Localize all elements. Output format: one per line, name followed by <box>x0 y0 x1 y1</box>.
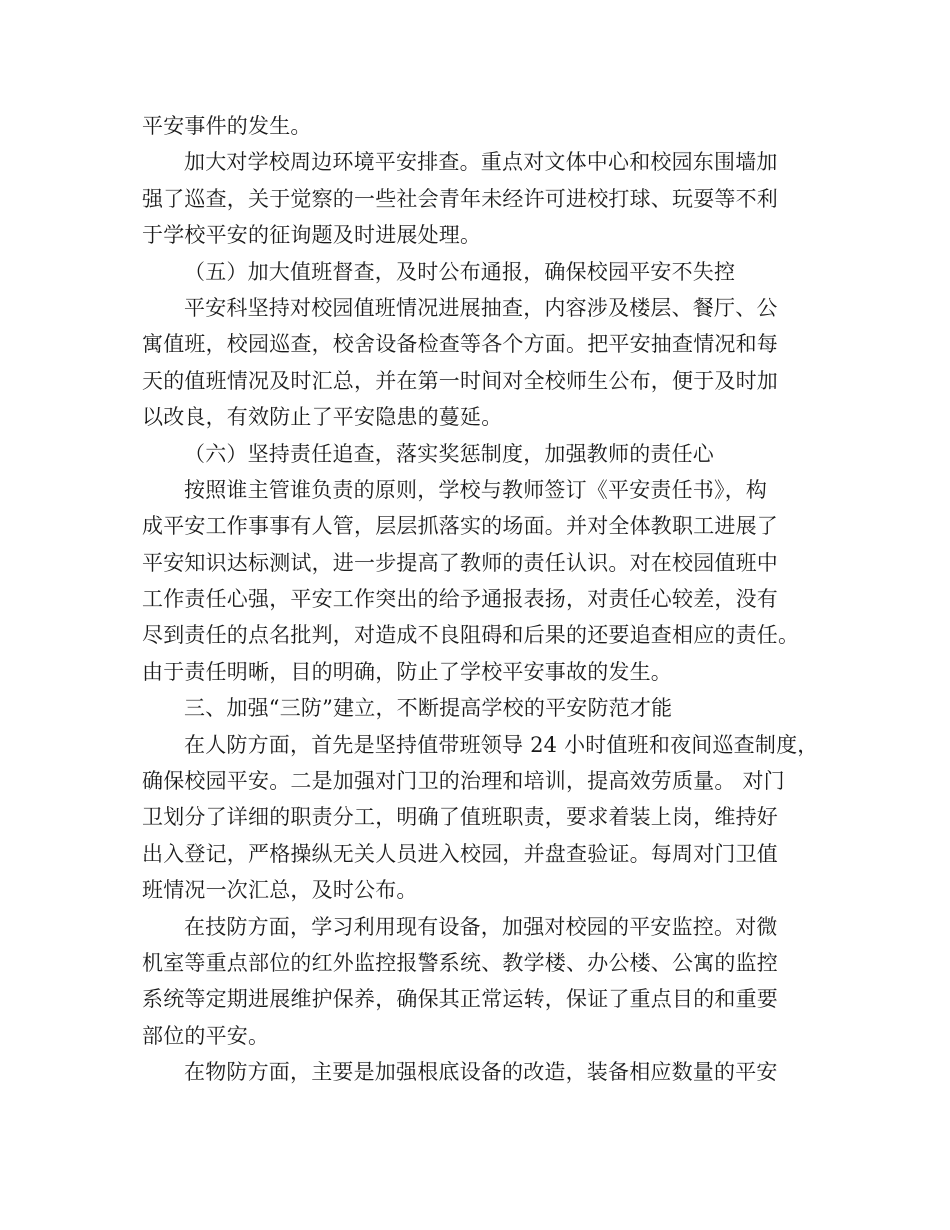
text-line: 系统等定期进展维护保养，确保其正常运转，保证了重点目的和重要 <box>142 987 778 1012</box>
text-line: 平安科坚持对校园值班情况进展抽查，内容涉及楼层、餐厅、公 <box>184 295 778 320</box>
text-line: 机室等重点部位的红外监控报警系统、教学楼、办公楼、公寓的监控 <box>142 950 778 975</box>
text-line: 由于责任明晰，目的明确，防止了学校平安事故的发生。 <box>142 659 672 684</box>
text-line: 卫划分了详细的职责分工，明确了值班职责，要求着装上岗，维持好 <box>142 805 778 830</box>
text-line: 成平安工作事事有人管，层层抓落实的场面。并对全体教职工进展了 <box>142 514 778 539</box>
text-line: （六）坚持责任追查，落实奖惩制度，加强教师的责任心 <box>184 441 714 466</box>
text-line: 平安知识达标测试，进一步提高了教师的责任认识。对在校园值班中 <box>142 550 778 575</box>
text-line: 出入登记，严格操纵无关人员进入校园，并盘查验证。每周对门卫值 <box>142 841 778 866</box>
text-line: 尽到责任的点名批判，对造成不良阻碍和后果的还要追查相应的责任。 <box>142 623 800 648</box>
text-line: 在人防方面，首先是坚持值带班领导 24 小时值班和夜间巡查制度， <box>184 732 819 757</box>
text-line: 工作责任心强，平安工作突出的给予通报表扬，对责任心较差，没有 <box>142 587 778 612</box>
text-line: 加大对学校周边环境平安排查。重点对文体中心和校园东围墙加 <box>184 150 778 175</box>
text-line: 强了巡查，关于觉察的一些社会青年未经许可进校打球、玩耍等不利 <box>142 186 778 211</box>
text-line: 班情况一次汇总，及时公布。 <box>142 878 418 903</box>
text-line: 部位的平安。 <box>142 1023 270 1048</box>
text-line: 确保校园平安。二是加强对门卫的治理和培训，提高效劳质量。 对门 <box>142 769 785 794</box>
text-line: 寓值班，校园巡查，校舍设备检查等各个方面。把平安抽查情况和每 <box>142 332 778 357</box>
text-line: 平安事件的发生。 <box>142 114 312 138</box>
document-body <box>142 108 832 1091</box>
text-line: 于学校平安的征询题及时进展处理。 <box>142 223 482 248</box>
text-line: 天的值班情况及时汇总，并在第一时间对全校师生公布，便于及时加 <box>142 368 778 393</box>
text-line: 以改良，有效防止了平安隐患的蔓延。 <box>142 405 503 430</box>
text-line: 在物防方面，主要是加强根底设备的改造，装备相应数量的平安 <box>184 1060 778 1085</box>
text-line: （五）加大值班督查，及时公布通报，确保校园平安不失控 <box>184 259 736 284</box>
text-line: 在技防方面，学习利用现有设备，加强对校园的平安监控。对微 <box>184 914 778 939</box>
text-line: 按照谁主管谁负责的原则，学校与教师签订《平安责任书》，构 <box>184 477 768 502</box>
text-line: 三、加强“三防”建立，不断提高学校的平安防范才能 <box>184 696 673 721</box>
